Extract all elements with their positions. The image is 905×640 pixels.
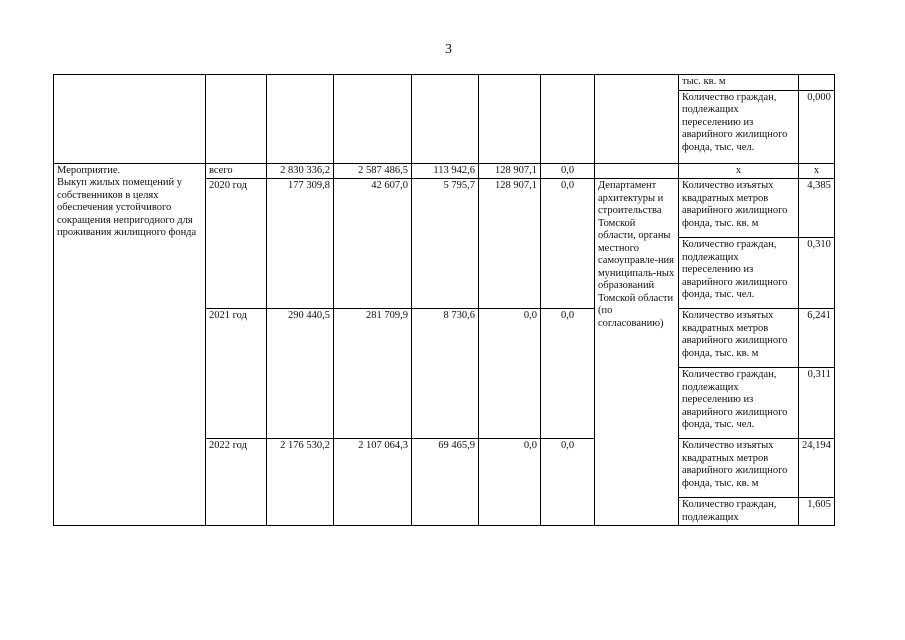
indicator-value (799, 75, 835, 91)
year-value: 0,0 (479, 439, 541, 526)
indicator-label: Количество граждан, подлежащих переселению из аварийного жилищного фонда, тыс. чел. (679, 90, 799, 163)
page-number: 3 (445, 42, 452, 57)
year-value: 0,0 (541, 179, 595, 309)
activity-text: Выкуп жилых помещений у собственников в целях обеспечения устойчивого сокращения непригодного для проживания жилищного фонда (57, 177, 197, 238)
indicator-label: Количество изъятых квадратных метров аварийного жилищного фонда, тыс. кв. м (679, 179, 799, 238)
total-value: 0,0 (541, 163, 595, 179)
year-value: 8 730,6 (412, 309, 479, 439)
year-value: 2 107 064,3 (334, 439, 412, 526)
indicator-unit-tail: тыс. кв. м (679, 75, 799, 91)
total-indicator: х (679, 163, 799, 179)
total-value: 2 830 336,2 (267, 163, 334, 179)
year-value: 0,0 (541, 309, 595, 439)
year-value: 290 440,5 (267, 309, 334, 439)
year-value: 42 607,0 (334, 179, 412, 309)
total-value: 2 587 486,5 (334, 163, 412, 179)
cont-cell (595, 75, 679, 164)
total-executor-empty (595, 163, 679, 179)
total-value: 113 942,6 (412, 163, 479, 179)
cont-cell (479, 75, 541, 164)
activity-table (53, 74, 835, 526)
cont-cell (412, 75, 479, 164)
cont-cell (54, 75, 206, 164)
indicator-value: 1,605 (799, 498, 835, 526)
year-value: 128 907,1 (479, 179, 541, 309)
indicator-value: 6,241 (799, 309, 835, 368)
executor: Департамент архитектуры и строительства Томской области, органы местного самоуправле-ния муниципаль-ных образований Томской области (по согласованию) (595, 179, 679, 526)
cont-cell (334, 75, 412, 164)
year-value: 0,0 (541, 439, 595, 526)
total-indicator-value: х (799, 163, 835, 179)
indicator-label: Количество граждан, подлежащих переселению из аварийного жилищного фонда, тыс. чел. (679, 368, 799, 439)
indicator-value: 0,311 (799, 368, 835, 439)
indicator-value: 4,385 (799, 179, 835, 238)
indicator-label: Количество изъятых квадратных метров аварийного жилищного фонда, тыс. кв. м (679, 309, 799, 368)
year-label: 2021 год (206, 309, 267, 439)
cont-cell (541, 75, 595, 164)
total-label: всего (206, 163, 267, 179)
year-label: 2022 год (206, 439, 267, 526)
activity-title: Мероприятие. (57, 164, 121, 176)
indicator-label: Количество граждан, подлежащих переселению из аварийного жилищного фонда, тыс. чел. (679, 238, 799, 309)
cont-cell (206, 75, 267, 164)
indicator-label: Количество граждан, подлежащих (679, 498, 799, 526)
indicator-value: 0,000 (799, 90, 835, 163)
activity-description (54, 163, 206, 526)
indicator-label: Количество изъятых квадратных метров аварийного жилищного фонда, тыс. кв. м (679, 439, 799, 498)
year-value: 2 176 530,2 (267, 439, 334, 526)
year-label: 2020 год (206, 179, 267, 309)
year-value: 177 309,8 (267, 179, 334, 309)
indicator-value: 24,194 (799, 439, 835, 498)
year-value: 281 709,9 (334, 309, 412, 439)
year-value: 5 795,7 (412, 179, 479, 309)
indicator-value: 0,310 (799, 238, 835, 309)
total-value: 128 907,1 (479, 163, 541, 179)
cont-cell (267, 75, 334, 164)
year-value: 0,0 (479, 309, 541, 439)
year-value: 69 465,9 (412, 439, 479, 526)
